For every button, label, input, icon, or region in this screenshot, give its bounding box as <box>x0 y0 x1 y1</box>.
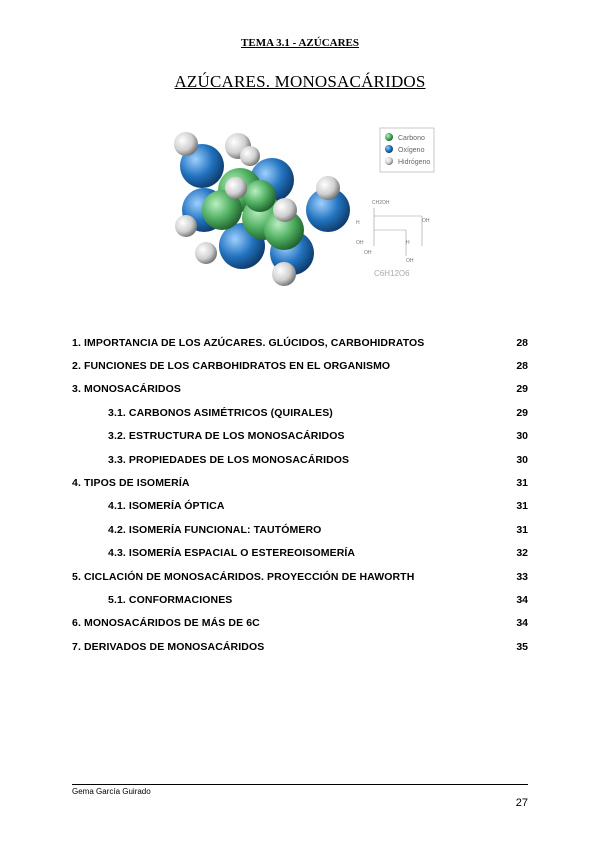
toc-entry-label: 6. MONOSACÁRIDOS DE MÁS DE 6C <box>72 617 260 630</box>
toc-entry-label: 5. CICLACIÓN DE MONOSACÁRIDOS. PROYECCIÓN DE HAWORTH <box>72 570 415 583</box>
toc-subentry[interactable] <box>72 542 528 565</box>
toc-entry-label: 2. FUNCIONES DE LOS CARBOHIDRATOS EN EL ORGANISMO <box>72 360 391 373</box>
toc-entry[interactable] <box>72 635 528 658</box>
legend-label-oxygen: Oxígeno <box>398 147 425 154</box>
legend-label-carbon: Carbono <box>398 135 425 142</box>
toc-entry-page: 35 <box>516 640 528 653</box>
toc-entry-label: 4.1. ISOMERÍA ÓPTICA <box>108 500 225 513</box>
structure-label: OH <box>364 250 372 256</box>
toc-subentry[interactable] <box>72 448 528 471</box>
structure-label: H <box>406 240 410 246</box>
toc-entry-label: 3. MONOSACÁRIDOS <box>72 383 181 396</box>
structure-label: OH <box>356 240 364 246</box>
molecular-formula: C6H12O6 <box>374 269 410 278</box>
glucose-molecule-image <box>160 118 440 303</box>
toc-entry-page: 31 <box>516 477 528 490</box>
toc-subentry[interactable] <box>72 401 528 424</box>
legend-swatch-carbon <box>385 133 393 141</box>
molecule-legend <box>380 128 434 172</box>
toc-entry-label: 3.2. ESTRUCTURA DE LOS MONOSACÁRIDOS <box>108 430 345 443</box>
structure-label: OH <box>422 218 430 224</box>
toc-entry-page: 31 <box>516 500 528 513</box>
structure-label: CH2OH <box>372 200 390 206</box>
toc-entry-page: 28 <box>516 360 528 373</box>
toc-entry-label: 3.3. PROPIEDADES DE LOS MONOSACÁRIDOS <box>108 453 350 466</box>
page-title: AZÚCARES. MONOSACÁRIDOS <box>174 72 426 91</box>
toc-subentry[interactable] <box>72 588 528 611</box>
toc-subentry[interactable] <box>72 425 528 448</box>
legend-label-hydrogen: Hidrógeno <box>398 159 431 166</box>
toc-entry[interactable] <box>72 331 528 354</box>
haworth-structure <box>356 200 430 278</box>
legend-swatch-hydrogen <box>385 157 393 165</box>
toc-entry-page: 34 <box>516 617 528 630</box>
toc-entry-label: 7. DERIVADOS DE MONOSACÁRIDOS <box>72 640 265 653</box>
toc-entry-page: 29 <box>516 406 528 419</box>
toc-entry-page: 32 <box>516 547 528 560</box>
toc-entry-page: 34 <box>516 593 528 606</box>
legend-swatch-oxygen <box>385 145 393 153</box>
structure-label: OH <box>406 258 414 264</box>
toc-entry-label: 4.2. ISOMERÍA FUNCIONAL: TAUTÓMERO <box>108 523 322 536</box>
toc-subentry[interactable] <box>72 495 528 518</box>
toc-subentry[interactable] <box>72 518 528 541</box>
toc-entry-page: 29 <box>516 383 528 396</box>
toc-entry[interactable] <box>72 378 528 401</box>
toc-entry-page: 30 <box>516 453 528 466</box>
toc-entry-label: 4. TIPOS DE ISOMERÍA <box>72 477 190 490</box>
toc-entry[interactable] <box>72 471 528 494</box>
toc-entry-page: 30 <box>516 430 528 443</box>
toc-entry-label: 3.1. CARBONOS ASIMÉTRICOS (QUIRALES) <box>108 406 333 419</box>
table-of-contents <box>72 331 528 658</box>
footer-author: Gema García Guirado <box>72 787 151 796</box>
toc-entry-label: 4.3. ISOMERÍA ESPACIAL O ESTEREOISOMERÍA <box>108 547 356 560</box>
running-header: TEMA 3.1 - AZÚCARES <box>241 37 359 49</box>
toc-entry-page: 28 <box>516 336 528 349</box>
structure-label: H <box>356 220 360 226</box>
toc-entry-label: 5.1. CONFORMACIONES <box>108 593 233 606</box>
toc-entry[interactable] <box>72 612 528 635</box>
toc-entry[interactable] <box>72 565 528 588</box>
page-number: 27 <box>515 797 528 809</box>
toc-entry-page: 31 <box>516 523 528 536</box>
footer-divider <box>72 784 528 785</box>
toc-entry-label: 1. IMPORTANCIA DE LOS AZÚCARES. GLÚCIDOS, CARBOHIDRATOS <box>72 336 425 349</box>
toc-entry-page: 33 <box>516 570 528 583</box>
molecule-figure <box>160 118 440 303</box>
toc-entry[interactable] <box>72 354 528 377</box>
space-filling-model <box>174 132 350 286</box>
